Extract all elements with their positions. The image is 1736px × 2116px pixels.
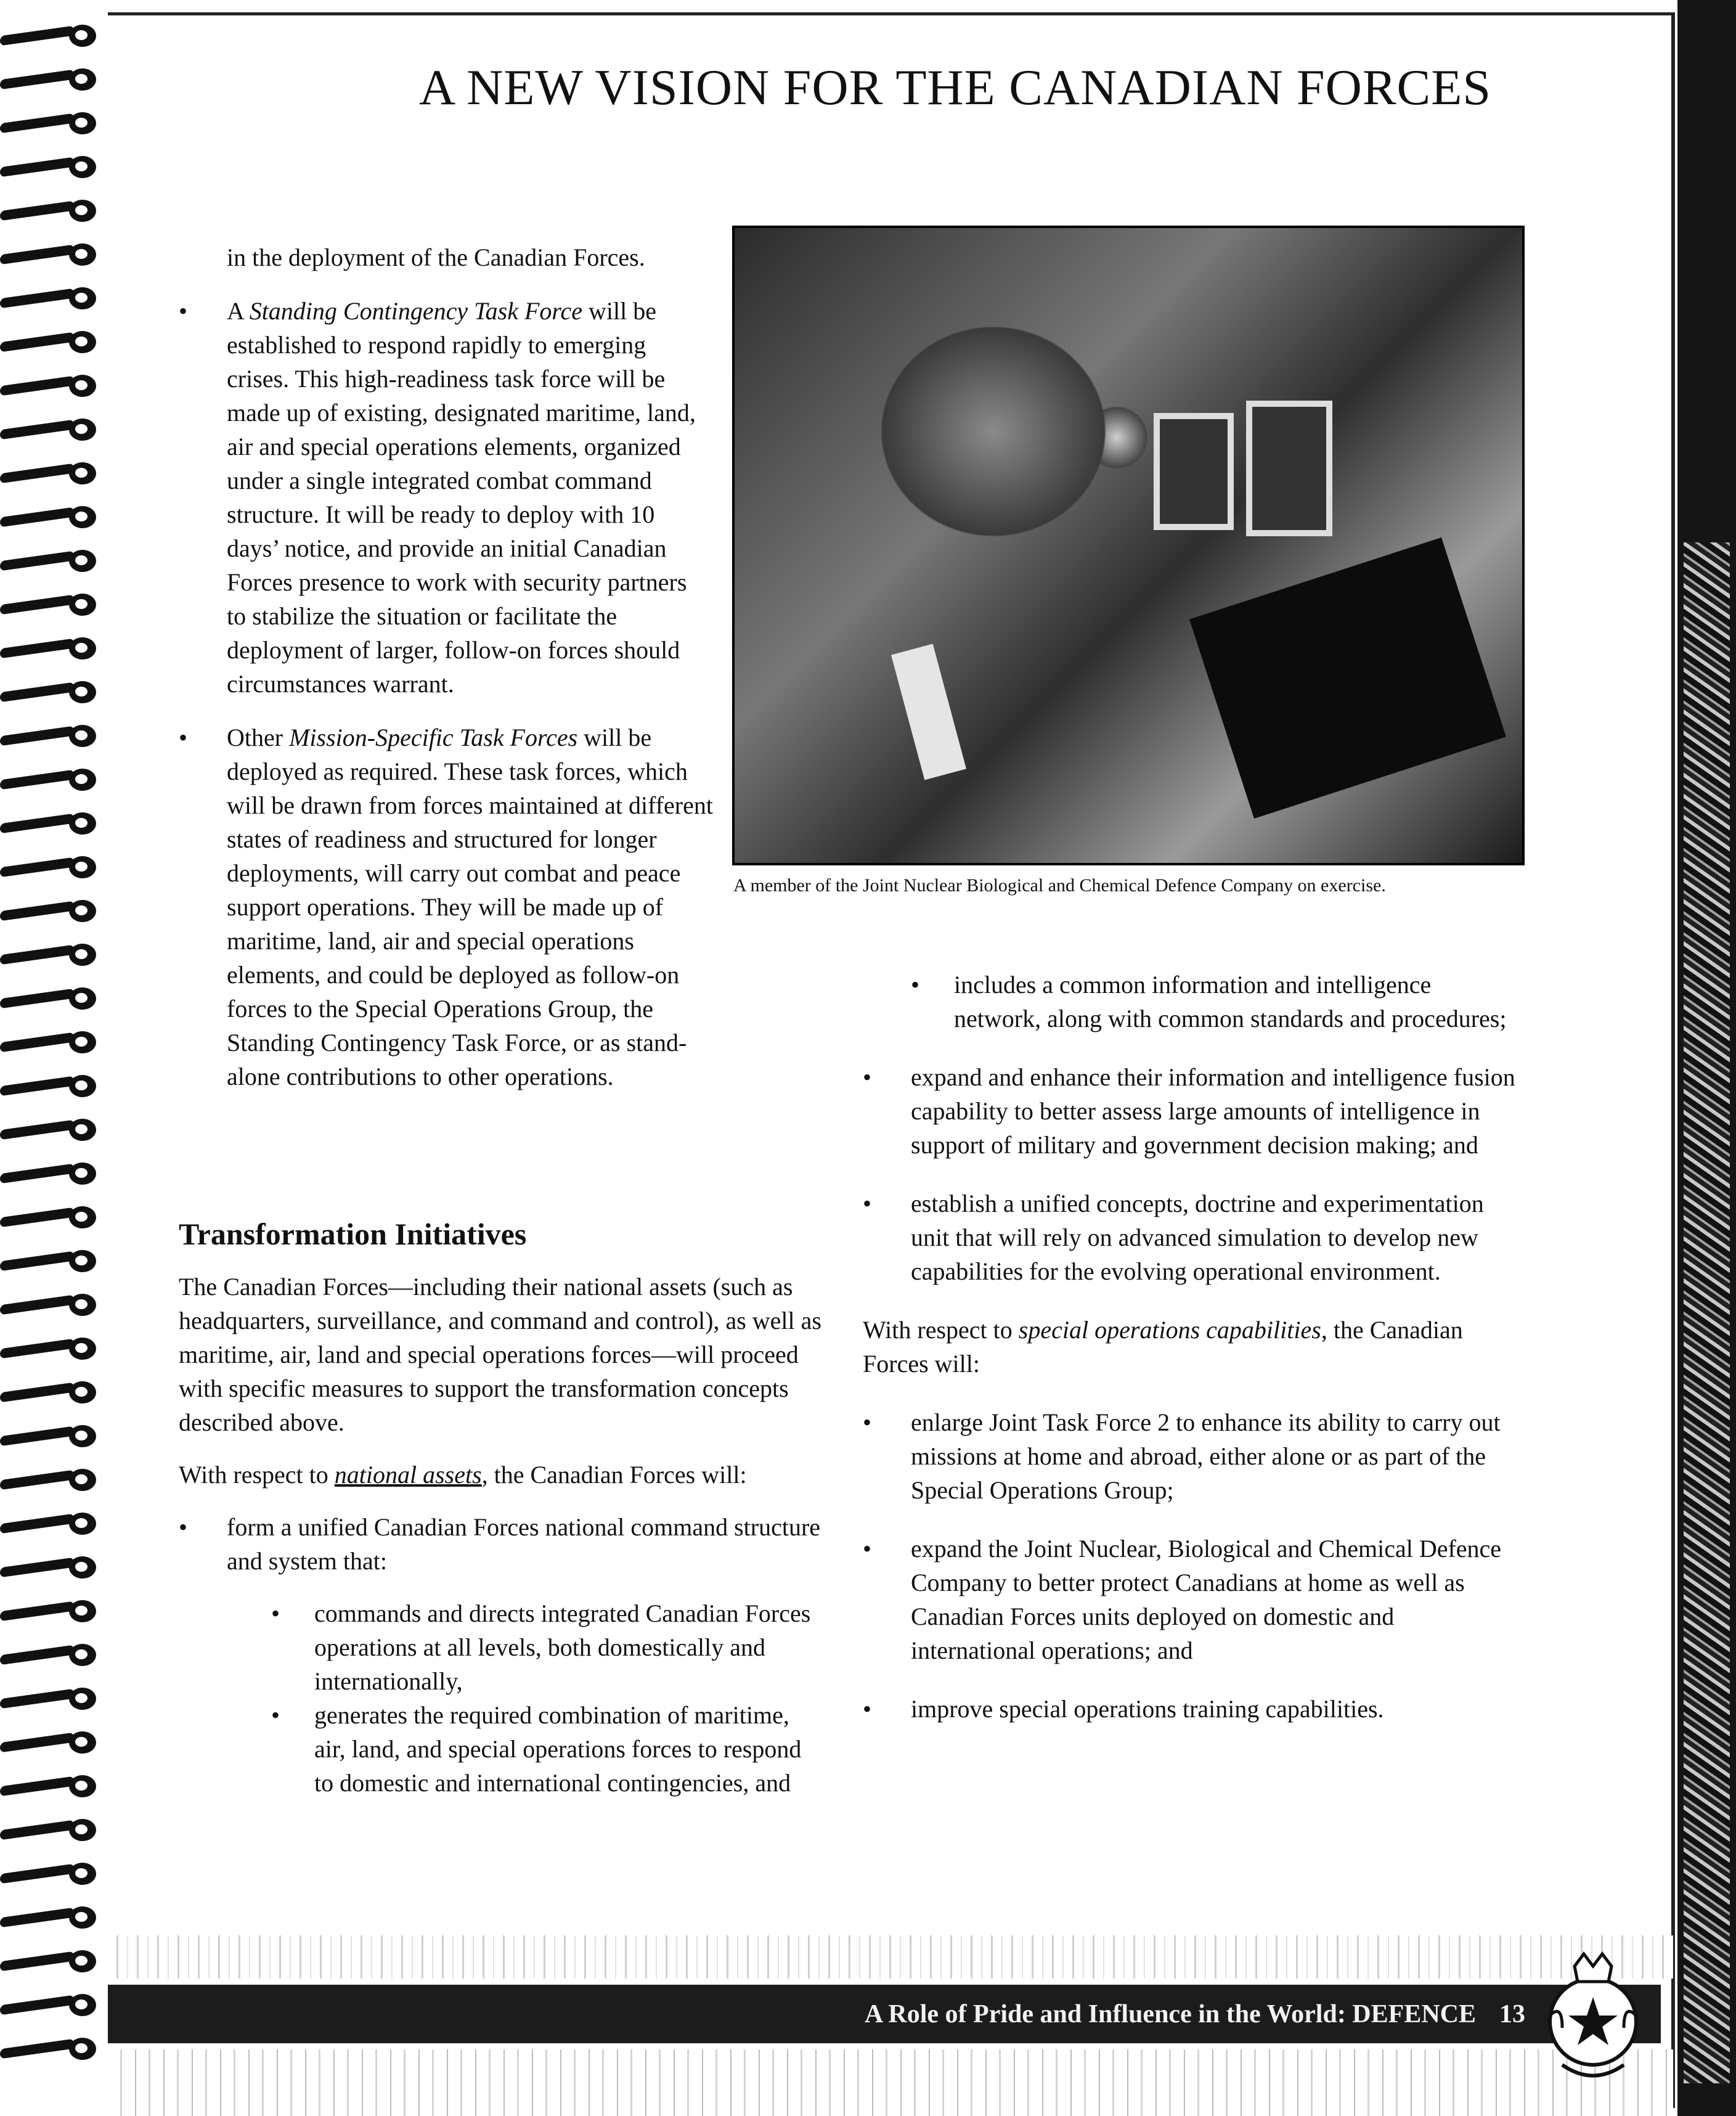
bullet-training: • improve special operations training capabilities. <box>863 1692 1516 1726</box>
bullet-mission-specific: • Other Mission-Specific Task Forces will be deployed as required. These task forces, which will be drawn from forces maintained at different states of readiness and structured for longer deployments, will carry out combat and peace support operations. They will be made up of maritime, land, air and special operations elements, and could be deployed as follow-on forces to the Special Operations Group, the Standing Contingency Task Force, or as stand-alone contributions to other operations. <box>179 721 714 1093</box>
binding-ring <box>0 1513 99 1535</box>
intro-paragraph: The Canadian Forces—including their national assets (such as headquarters, surveillance, and command and control), as well as maritime, air, land and special operations forces—will proceed with specific measures to support the transformation concepts described above. <box>179 1273 821 1436</box>
binding-ring <box>0 375 99 397</box>
right-column <box>863 968 1516 1726</box>
binding-ring <box>0 1950 99 1972</box>
binding-ring <box>0 769 99 791</box>
binding-ring <box>0 1600 99 1622</box>
continuation-text: in the deployment of the Canadian Forces. <box>227 243 645 271</box>
spiral-binding <box>0 0 108 2116</box>
binding-ring <box>0 1644 99 1666</box>
binding-ring <box>0 287 99 309</box>
binding-ring <box>0 594 99 616</box>
left-column-bottom <box>179 1217 826 1800</box>
page-title: A NEW VISION FOR THE CANADIAN FORCES <box>419 59 1491 115</box>
binding-ring <box>0 1906 99 1929</box>
bullet-concepts-unit: • establish a unified concepts, doctrine and experimentation unit that will rely on advanced simulation to develop new capabilities for the evolving operational environment. <box>863 1187 1516 1288</box>
binding-ring <box>0 506 99 528</box>
binding-ring <box>0 200 99 222</box>
sub-bullet-commands: • commands and directs integrated Canadian Forces operations at all levels, both domestically and internationally, <box>271 1596 826 1698</box>
binding-ring <box>0 243 99 266</box>
binding-ring <box>0 1381 99 1403</box>
bullet-intelligence-fusion: • expand and enhance their information and intelligence fusion capability to better assess large amounts of intelligence in support of military and government decision making; and <box>863 1060 1516 1162</box>
bullet-nbc-company: • expand the Joint Nuclear, Biological and Chemical Defence Company to better protect Canadians at home as well as Canadian Forces units deployed on domestic and international operations; and <box>863 1532 1516 1667</box>
special-ops-paragraph: With respect to special operations capabilities, the Canadian Forces will: <box>863 1316 1463 1378</box>
binding-ring <box>0 1294 99 1316</box>
footer-text: A Role of Pride and Influence in the World: DEFENCE <box>864 2000 1476 2028</box>
binding-ring <box>0 1556 99 1579</box>
binding-ring <box>0 2038 99 2060</box>
binding-ring <box>0 1206 99 1228</box>
binding-ring <box>0 25 99 47</box>
binding-ring <box>0 1162 99 1185</box>
binding-ring <box>0 1775 99 1797</box>
bullet-jtf2: • enlarge Joint Task Force 2 to enhance its ability to carry out missions at home and abroad, either alone or as part of the Special Operations Group; <box>863 1405 1516 1507</box>
binding-ring <box>0 1731 99 1754</box>
page-top-edge <box>108 12 1673 15</box>
canadian-forces-crest-icon <box>1538 1942 1648 2089</box>
binding-ring <box>0 900 99 922</box>
binding-ring <box>0 1863 99 1885</box>
national-assets-paragraph: With respect to national assets, the Canadian Forces will: <box>179 1461 747 1489</box>
binding-ring <box>0 68 99 91</box>
page-number: 13 <box>1499 2000 1525 2028</box>
binding-ring <box>0 725 99 747</box>
binding-ring <box>0 462 99 484</box>
binding-ring <box>0 1075 99 1097</box>
binding-ring <box>0 1338 99 1360</box>
page-right-edge <box>1671 12 1675 2108</box>
binding-ring <box>0 856 99 878</box>
bullet-unified-command: • form a unified Canadian Forces national command structure and system that: <box>179 1510 826 1578</box>
binding-ring <box>0 1250 99 1272</box>
binding-ring <box>0 637 99 660</box>
binding-ring <box>0 112 99 134</box>
book-cover-edge <box>1677 0 1736 2116</box>
bullet-standing-contingency: • A Standing Contingency Task Force will be established to respond rapidly to emerging crises. This high-readiness task force will be made up of existing, designated maritime, land, air and special operations elements, organized under a single integrated combat command structure. It will be ready to deploy with 10 days’ notice, and provide an initial Canadian Forces presence to work with security partners to stabilize the situation or facilitate the deployment of larger, follow-on forces should circumstances warrant. <box>179 294 709 701</box>
left-column-top <box>179 240 713 1093</box>
sub-bullet-generates: • generates the required combination of maritime, air, land, and special operations forces to respond to domestic and international contingencies, and <box>271 1698 826 1800</box>
page-footer <box>108 1935 1673 2116</box>
binding-ring <box>0 419 99 441</box>
nbc-defence-photo <box>732 226 1525 865</box>
binding-ring <box>0 1031 99 1053</box>
binding-ring <box>0 1119 99 1141</box>
binding-ring <box>0 1819 99 1841</box>
sub-bullet-network: • includes a common information and intelligence network, along with common standards and procedures; <box>911 968 1516 1036</box>
binding-ring <box>0 812 99 835</box>
binding-ring <box>0 1994 99 2016</box>
binding-ring <box>0 681 99 703</box>
binding-ring <box>0 331 99 353</box>
binding-ring <box>0 1425 99 1447</box>
binding-ring <box>0 987 99 1010</box>
photo-caption: A member of the Joint Nuclear Biological and Chemical Defence Company on exercise. <box>733 875 1386 896</box>
binding-ring <box>0 1688 99 1710</box>
binding-ring <box>0 550 99 572</box>
binding-ring <box>0 944 99 966</box>
binding-ring <box>0 1469 99 1491</box>
section-heading: Transformation Initiatives <box>179 1217 527 1251</box>
binding-ring <box>0 156 99 178</box>
